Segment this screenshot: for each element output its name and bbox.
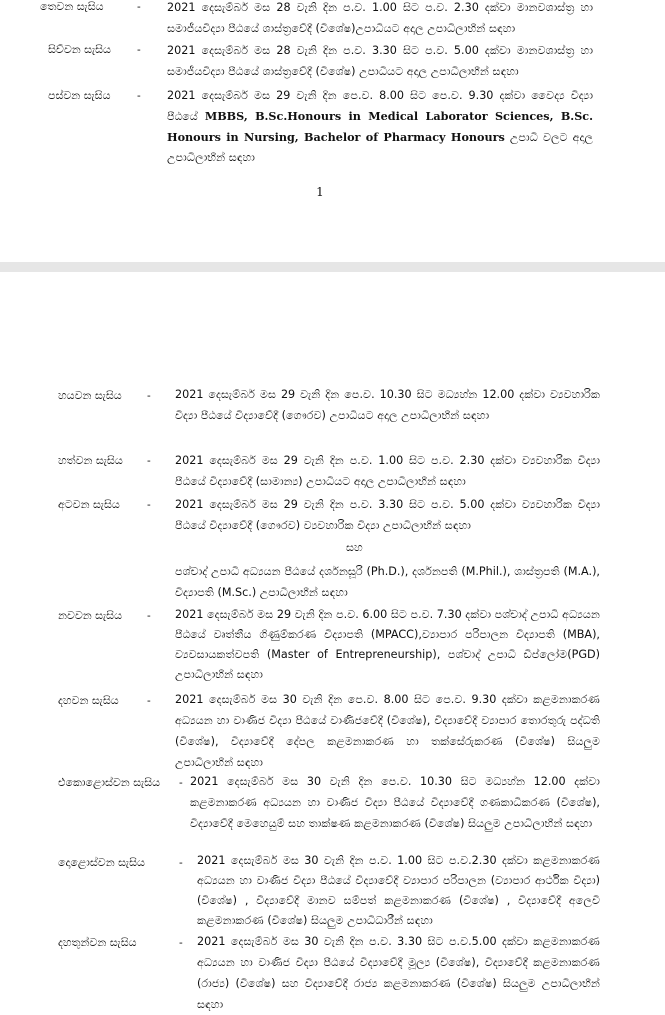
session-extra-description: පශ්චාද් උපාධි අධ්‍යයන පීඨයේ දර්ශනසූරි (Ph.D.), දර්ශනපති (M.Phil.), ශාස්ත්‍රපති (M.A.), විද්‍යාපති (M.Sc.) උපාධිලාභීන් සඳහා (175, 565, 600, 599)
session-description: 2021 දෙසැම්බර් මස 29 වැනි දින ප.ව. 3.30 සිට ප.ව. 5.00 දක්වා ව්‍යවහාරික විද්‍යා පීඨයේ විද්‍යාවේදී (ගෞරව) ව්‍යවහාරික විද්‍යා උපාධිලාභීන් සඳහා (175, 498, 600, 532)
session-dash: - (179, 776, 183, 789)
session-description: 2021 දෙසැම්බර් මස 29 වැනි දින ප.ව. 6.00 සිට ප.ව. 7.30 දක්වා පශ්චාද් උපාධි අධ්‍යයන පීඨයේ වෘත්තීය ගිණුම්කරණ විද්‍යාපති (MPACC),ව්‍යාපාර පරිපාලන විද්‍යාපති (MBA), ව්‍යවසායකත්වපති (Master of Entrepreneurship), පශ්චාද් උපාධි ඩිප්ලෝම(PGD) උපාධිලාභීන් සඳහා (175, 608, 600, 681)
session-description: 2021 දෙසැම්බර් මස 30 වැනි දින පෙ.ව. 8.00 සිට පෙ.ව. 9.30 දක්වා කළමනාකරණ අධ්‍යයන හා වාණිජ විද්‍යා පීඨයේ වාණිජවේදී (විශේෂ), විද්‍යාවේදී ව්‍යාපාර තොරතුරු පද්ධති (විශේෂ), විද්‍යාවේදී දේපල කළමනාකරණ හා තක්සේරුකරණ (විශේෂ) සියලුම උපාධිලාභීන් සඳහා (175, 693, 600, 769)
session-description: 2021 දෙසැම්බර් මස 29 වැනි දින ප.ව. 1.00 සිට ප.ව. 2.30 දක්වා ව්‍යවහාරික විද්‍යා පීඨයේ විද්‍යාවේදී (සාමාන්‍ය) උපාධියට අදාල උපාධිලාභීන් සඳහා (175, 454, 600, 488)
session-label: තෙවන සැසිය (40, 0, 104, 13)
session-label: හයවන සැසිය (58, 389, 122, 402)
session-description: 2021 දෙසැම්බර් මස 28 වැනි දින ප.ව. 1.00 සිට ප.ව. 2.30 දක්වා මානවශාස්ත්‍ර හා සමාජීයවිද්‍යා පීඨයේ ශාස්ත්‍රවේදී (විශේෂ)උපාධියට අදාල උපාධිලාභීන් සඳහා (167, 1, 593, 35)
session-dash: - (147, 454, 151, 467)
session-label: එකොළොස්වන සැසිය (58, 776, 161, 789)
page-separator (0, 262, 665, 272)
and-connector: සහ (346, 541, 363, 554)
session-dash: - (147, 609, 151, 622)
session-label: පස්වන සැසිය (48, 89, 111, 102)
session-label: හත්වන සැසිය (58, 454, 123, 467)
session-dash: - (137, 43, 141, 56)
session-label: නවවන සැසිය (58, 609, 122, 622)
session-dash: - (137, 89, 141, 102)
session-label: දහතුන්වන සැසිය (58, 936, 137, 949)
session-dash: - (147, 389, 151, 402)
session-description: 2021 දෙසැම්බර් මස 29 වැනි දින පෙ.ව. 10.30 සිට මධ්‍යහ්න 12.00 දක්වා ව්‍යවහාරික විද්‍යා පීඨයේ විද්‍යාවේදී (ගෞරව) උපාධියට අදාල උපාධිලාභීන් සඳහා (175, 388, 600, 422)
session-dash: - (147, 694, 151, 707)
session-dash: - (179, 936, 183, 949)
session-dash: - (179, 856, 183, 869)
session-text-suffix: උපාධි වලට අදාල උපාධිලාභීන් සඳහා (167, 131, 593, 164)
degree-names: MBBS, B.Sc.Honours in Medical Laborator Sciences, B.Sc. Honours in Nursing, Bachelor of Pharmacy Honours (167, 109, 593, 144)
session-label: දොළොස්වන සැසිය (58, 856, 145, 869)
session-label: අටවන සැසිය (58, 498, 120, 511)
session-description: 2021 දෙසැම්බර් මස 30 වැනි දින ප.ව. 1.00 සිට ප.ව.2.30 දක්වා කළමනාකරණ අධ්‍යයන හා වාණිජ විද්‍යා පීඨයේ විද්‍යාවේදී ව්‍යාපාර පරිපාලන (ව්‍යාපාර ආර්ථික විද්‍යා) (විශේෂ) , විද්‍යාවේදී මානව සම්පත් කළමනාකරණ (විශේෂ) , විද්‍යාවේදී අලෙවි කළමනාකරණ (විශේෂ) සියලුම උපාධිධාරීන් සඳහා (197, 854, 600, 927)
session-label: දහවන සැසිය (58, 694, 119, 707)
session-dash: - (147, 498, 151, 511)
session-description: 2021 දෙසැම්බර් මස 28 වැනි දින ප.ව. 3.30 සිට ප.ව. 5.00 දක්වා මානවශාස්ත්‍ර හා සමාජීයවිද්‍යා පීඨයේ ශාස්ත්‍රවේදී (විශේෂ) උපාධියට අදාල උපාධිලාභීන් සඳහා (167, 44, 593, 78)
session-description: 2021 දෙසැම්බර් මස 30 වැනි දින ප.ව. 3.30 සිට ප.ව.5.00 දක්වා කළමනාකරණ අධ්‍යයන හා වාණිජ විද්‍යා පීඨයේ විද්‍යාවේදී මූල්‍ය (විශේෂ), විද්‍යාවේදී කළමනාකරණ (රාජ්‍ය) (විශේෂ) සහ විද්‍යාවේදී රාජ්‍ය කළමනාකරණ (විශේෂ) සියලුම උපාධිලාභීන් සඳහා (197, 935, 600, 1011)
session-description (167, 86, 593, 168)
session-label: සිව්වන සැසිය (48, 43, 111, 56)
session-description: 2021 දෙසැම්බර් මස 30 වැනි දින පෙ.ව. 10.30 සිට මධ්‍යහ්න 12.00 දක්වා කළමනාකරණ අධ්‍යයන හා වාණිජ විද්‍යා පීඨයේ විද්‍යාවේදී ගණකාධිකරණ (විශේෂ), විද්‍යාවේදී මෙහෙයුම් සහ තාක්ෂණ කළමනාකරණ (විශේෂ) සියලුම උපාධිලාභීන් සඳහා (190, 775, 600, 830)
session-text-prefix: 2021 දෙසැම්බර් මස 29 වැනි දින පෙ.ව. 8.00 සිට පෙ.ව. 9.30 දක්වා වෛද්‍ය විද්‍යා පීඨයේ (167, 89, 593, 123)
page-number: 1 (316, 185, 324, 199)
session-dash: - (137, 0, 141, 13)
